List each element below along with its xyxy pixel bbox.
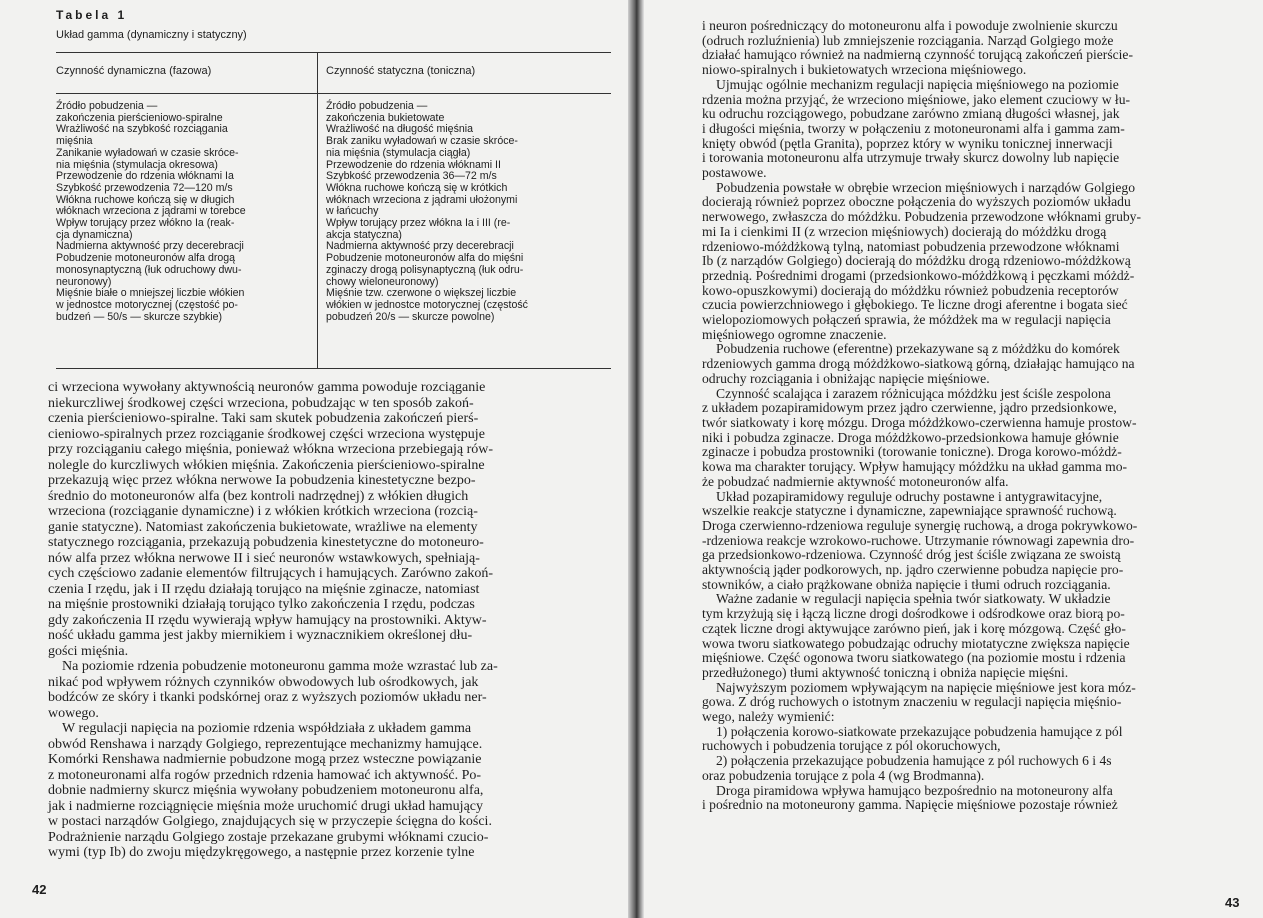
text-line: na mięśnie prostowniki działają torująco tylko zakończenia I rzędu, podczas (48, 597, 475, 612)
text-line: wielopoziomowych połączeń sprawia, że móżdżek ma w regulacji napięcia (702, 312, 1111, 328)
text-line: i długości mięśnia, tworzy w połączeniu z motoneuronami alfa i gamma zam- (702, 120, 1125, 136)
text-line: z układem pozapiramidowym przez jądro czerwienne, jądro przedsionkowe, (702, 400, 1117, 416)
col-body-static (326, 101, 608, 323)
text-line: Podrażnienie narządu Golgiego zostaje przekazane grubymi włóknami czucio- (48, 829, 489, 845)
table-line: zakończenia bukietowate (326, 111, 445, 124)
text-line: Na poziomie rdzenia pobudzenie motoneuronu gamma może wzrastać lub za- (62, 659, 498, 674)
table-line: neuronowy) (56, 275, 112, 288)
table-line: Zanikanie wyładowań w czasie skróce- (56, 146, 239, 159)
text-line: nów alfa przez włókna nerwowe II i sieć neuronów wstawkowych, spełniają- (48, 550, 480, 566)
text-line: gowa. Z dróg ruchowych o istotnym znaczeniu w regulacji napięcia mięśnio- (702, 694, 1122, 710)
text-line: W regulacji napięcia na poziomie rdzenia współdziała z układem gamma (62, 721, 472, 736)
text-line: cieniowo-spiralnych przez rozciąganie środkowej części wrzeciona występuje (48, 426, 485, 442)
text-line: Ważne zadanie w regulacji napięcia spełnia twór siatkowaty. W układzie (716, 591, 1111, 607)
text-line: cych częściowo zadanie elementów filtrujących i hamujących. Zarówno zakoń- (48, 566, 494, 581)
text-line: obwód Renshawa i narządy Golgiego, reprezentujące mechanizmy hamujące. (48, 736, 483, 752)
text-line: niekurczliwej środkowej części wrzeciona, pobudzając w ten sposób zakoń- (48, 395, 474, 411)
text-line: przedłużonego) tłumi aktywność toniczną i obniża napięcie mięśni. (702, 664, 1069, 680)
table-line: mięśnia (56, 135, 93, 148)
text-line: gości mięśnia. (48, 643, 129, 659)
table-line: Szybkość przewodzenia 36—72 m/s (326, 170, 497, 183)
table-line: Przewodzenie do rdzenia włóknami Ia (56, 170, 234, 183)
table-line: Źródło pobudzenia — (326, 100, 428, 112)
text-line: Najwyższym poziomem wpływającym na napięcie mięśniowe jest kora móz- (716, 679, 1136, 695)
table-line: Wrażliwość na długość mięśnia (326, 123, 473, 136)
text-line: gdy zakończenia II rzędu wywierają wpływ hamujący na prostowniki. Aktyw- (48, 612, 487, 628)
text-line: jak i nadmierne rozciągnięcie mięśnia może uruchomić drugi układ hamujący (48, 798, 483, 814)
text-line: ci wrzeciona wywołany aktywnością neuronów gamma powoduje rozciąganie (48, 380, 486, 395)
text-line: (odruch rozluźnienia) lub zmniejszenie rozciągania. Narząd Golgiego może (702, 32, 1114, 48)
page-number-left: 42 (32, 882, 47, 897)
col-header-dynamic: Czynność dynamiczna (fazowa) (56, 65, 212, 77)
text-line: przy rozciąganiu całego mięśnia, ponieważ włókna wrzeciona przebiegają rów- (48, 442, 494, 457)
table-line: budzeń — 50/s — skurcze szybkie) (56, 310, 223, 323)
table-line: akcja statyczna) (326, 228, 402, 241)
table-line: nia mięśnia (stymulacja ciągła) (326, 146, 471, 159)
text-line: ga przedsionkowo-rdzeniowa. Czynność dróg jest ściśle związana ze swoistą (702, 547, 1121, 563)
text-line: działać hamująco również na nadmierną czynność torującą zakończeń pierście- (702, 47, 1133, 63)
book-gutter (628, 0, 644, 918)
table-line: nia mięśnia (stymulacja okresowa) (56, 158, 218, 171)
text-line: że pobudzać nadmiernie aktywność motoneuronów alfa. (702, 473, 1009, 489)
text-line: nerwowego, zwłaszcza do móżdżku. Pobudzenia przewodzone włóknami gruby- (702, 209, 1142, 225)
text-line: statycznego rozciągania, przekazują pobudzenia kinestetyczne do motoneuro- (48, 535, 484, 550)
table-line: Szybkość przewodzenia 72—120 m/s (56, 181, 233, 194)
col-body-dynamic (56, 101, 306, 323)
text-line: Komórki Renshawa nadmiernie pobudzone mogą przez wsteczne powiązanie (48, 752, 482, 767)
table-line: włóknach wrzeciona z jądrami w torebce (56, 205, 246, 218)
table-line: Pobudzenie motoneuronów alfa do mięśni (326, 252, 524, 265)
text-line: czucia powierzchniowego i głębokiego. Te liczne drogi aferentne i bogata sieć (702, 297, 1128, 313)
table-line: w łańcuchy (326, 205, 379, 218)
text-line: ność układu gamma jest jakby miernikiem i wyznacznikiem określonej dłu- (48, 628, 473, 643)
text-line: wymi (typ Ib) do zwoju międzykręgowego, a następnie przez korzenie tylne (48, 845, 475, 860)
table-line: Nadmierna aktywność przy decerebracji (326, 240, 514, 253)
col-header-static: Czynność statyczna (toniczna) (326, 65, 476, 77)
text-line: Droga czerwienno-rdzeniowa reguluje synergię ruchową, a droga pokrywkowo- (702, 517, 1138, 533)
text-line: ganie statyczne). Natomiast zakończenia bukietowate, wrażliwe na elementy (48, 519, 478, 535)
text-line: kowa ma charakter torujący. Wpływ hamujący móżdżku na układ gamma mo- (702, 459, 1128, 475)
text-line: kowo-opuszkowymi) docierają do móżdżku również pobudzenia receptorów (702, 282, 1119, 298)
table-line: włókien w jednostce motorycznej (częstość (326, 298, 528, 311)
text-line: postawowe. (702, 165, 767, 181)
text-line: rdzeniowo-móżdżkową tylną, natomiast pobudzenia przewodzone włóknami (702, 238, 1120, 254)
table-line: Przewodzenie do rdzenia włóknami II (326, 158, 501, 171)
text-line: Ib (z narządów Golgiego) docierają do móżdżku drogą rdzeniowo-móżdżkową (702, 253, 1131, 269)
text-line: docierają również poprzez oboczne połączenia do wyższych poziomów układu (702, 194, 1131, 210)
text-line: oraz pobudzenia torujące z pola 4 (wg Brodmanna). (702, 767, 985, 783)
table-column-divider (317, 53, 318, 368)
text-line: wego, należy wymienić: (702, 709, 835, 725)
right-body-text (702, 19, 1247, 813)
table-line: Wpływ torujący przez włókna Ia i III (re- (326, 217, 511, 230)
text-line: Czynność scalająca i zarazem różnicująca móżdżku jest ściśle zespolona (716, 385, 1111, 401)
text-line: knięty obwód (pętla Granita), poprzez który w wyniku tonicznej innerwacji (702, 135, 1113, 151)
text-line: mi Ia i cienkimi II (z wrzecion mięśniowych) docierają do móżdżku drogą (702, 223, 1107, 239)
text-line: rdzeniowych gamma drogą móżdżkowo-siatkową górną, działając hamująco na (702, 356, 1135, 372)
text-line: Pobudzenia ruchowe (eferentne) przekazywane są z móżdżku do komórek (716, 341, 1120, 357)
text-line: niki i pobudza zginacze. Droga móżdżkowo-przedsionkowa hamuje głównie (702, 429, 1119, 445)
gamma-system-table (56, 52, 611, 369)
table-line: chowy wieloneuronowy) (326, 275, 439, 288)
table-line: Źródło pobudzenia — (56, 100, 158, 112)
text-line: mięśniowego ogromne znaczenie. (702, 326, 887, 342)
text-line: i torowania motoneuronu alfa utrzymuje trwały skurcz dowolny lub napięcie (702, 150, 1120, 166)
text-line: rdzenia można przyjąć, że wrzeciono mięśniowe, jako element czuciowy w łu- (702, 91, 1131, 107)
text-line: niowo-spiralnych i bukietowatych wrzeciona mięśniowego. (702, 62, 1027, 78)
text-line: czenia I rzędu, jak i II rzędu działają torująco na mięśnie zginacze, natomiast (48, 581, 480, 597)
text-line: nolegle do kurczliwych włókien mięśnia. Zakończenia pierścieniowo-spiralne (48, 457, 485, 473)
text-line: odruchy rozciągania i obniżając napięcie mięśniowe. (702, 370, 990, 386)
table-line: zakończenia pierścieniowo-spiralne (56, 111, 223, 124)
text-line: twór siatkowaty i korę mózgu. Droga móżdżkowo-czerwienna hamuje prostow- (702, 414, 1137, 430)
text-line: przekazują więc przez włókna nerwowe Ia pobudzenia kinestetyczne bezpo- (48, 473, 476, 488)
text-line: Pobudzenia powstałe w obrębie wrzecion mięśniowych i narządów Golgiego (716, 179, 1136, 195)
text-line: i neuron pośredniczący do motoneuronu alfa i powoduje zwolnienie skurczu (702, 18, 1118, 33)
text-line: wrzeciona (rozciąganie dynamiczne) i z włókien krótkich wrzeciona (rozcią- (48, 504, 478, 519)
table-line: monosynaptyczną (łuk odruchowy dwu- (56, 263, 242, 276)
text-line: średnio do motoneuronów alfa (bez kontroli nadrzędnej) z włókien długich (48, 488, 469, 504)
text-line: tym krzyżują się i łączą liczne drogi dośrodkowe i odśrodkowe oraz biorą po- (702, 606, 1125, 622)
table-line: Brak zaniku wyładowań w czasie skróce- (326, 135, 518, 148)
text-line: wowa tworu siatkowatego pobudzając odruchy miotatyczne zwiększa napięcie (702, 635, 1130, 651)
text-line: w postaci narządów Golgiego, znajdujących się w przyczepie ścięgna do kości. (48, 814, 492, 829)
text-line: wowego. (48, 705, 99, 721)
table-line: Włókna ruchowe kończą się w krótkich (326, 181, 508, 194)
text-line: -rdzeniowa reakcje wzrokowo-ruchowe. Utrzymanie równowagi zapewnia dro- (702, 532, 1135, 548)
text-line: zginacze i pobudza prostowniki (torowanie toniczne). Droga korowo-móżdż- (702, 444, 1122, 460)
table-line: Nadmierna aktywność przy decerebracji (56, 240, 244, 253)
text-line: bodźców ze skóry i tkanki podskórnej oraz z wyższych poziomów układu ner- (48, 690, 487, 705)
text-line: 2) połączenia przekazujące pobudzenia hamujące z pól ruchowych 6 i 4s (716, 753, 1112, 769)
text-line: Ujmując ogólnie mechanizm regulacji napięcia mięśniowego na poziomie (716, 76, 1119, 92)
text-line: ruchowych i pobudzenia torujące z pól okoruchowych, (702, 738, 1001, 754)
text-line: aktywnością jąder podkorowych, np. jądro czerwienne pobudza napięcie pro- (702, 562, 1124, 578)
table-line: Mięśnie białe o mniejszej liczbie włókien (56, 287, 245, 300)
table-line: pobudzeń 20/s — skurcze powolne) (326, 310, 495, 323)
text-line: stowników, a ciało prążkowane obniża napięcie i tłumi odruch rozciągania. (702, 576, 1111, 592)
text-line: czątek liczne drogi aktywujące zarówno pień, jak i korę mózgową. Część gło- (702, 620, 1126, 636)
table-line: cja dynamiczna) (56, 228, 133, 241)
table-header-divider (56, 93, 611, 94)
text-line: z motoneuronami alfa rogów przednich rdzenia hamować ich aktywność. Po- (48, 767, 482, 783)
table-label: Tabela 1 (56, 8, 128, 22)
text-line: Układ pozapiramidowy reguluje odruchy postawne i antygrawitacyjne, (716, 488, 1103, 504)
text-line: dobnie nadmierny skurcz mięśnia wywołany pobudzeniem motoneuronu alfa, (48, 783, 484, 798)
text-line: przednią. Pośrednimi drogami (przedsionkowo-móżdżkową i pęczkami móżdż- (702, 267, 1135, 283)
text-line: i pośrednio na motoneurony gamma. Napięcie mięśniowe pozostaje również (702, 797, 1118, 813)
text-line: ku odruchu rozciągowego, pobudzane zarówno zmianą długości własnej, jak (702, 106, 1120, 122)
table-caption: Układ gamma (dynamiczny i statyczny) (56, 29, 247, 41)
table-line: w jednostce motorycznej (częstość po- (56, 298, 238, 311)
table-line: Włókna ruchowe kończą się w długich (56, 193, 235, 206)
right-page (640, 0, 1263, 918)
table-line: zginaczy drogą polisynaptyczną (łuk odru- (326, 263, 524, 276)
table-line: włóknach wrzeciona z jądrami ułożonymi (326, 193, 518, 206)
table-line: Wrażliwość na szybkość rozciągania (56, 123, 228, 136)
table-line: Mięśnie tzw. czerwone o większej liczbie (326, 287, 517, 300)
text-line: mięśniowe. Część ogonowa tworu siatkowatego (na poziomie mostu i rdzenia (702, 650, 1126, 666)
text-line: wszelkie reakcje statyczne i dynamiczne, zapewniające sprawność ruchową. (702, 503, 1117, 519)
left-body-text (48, 380, 583, 861)
text-line: 1) połączenia korowo-siatkowate przekazujące pobudzenia hamujące z pól (716, 723, 1123, 739)
text-line: czenia pierścieniowo-spiralne. Taki sam skutek pobudzenia zakończeń pierś- (48, 411, 479, 426)
page-number-right: 43 (1225, 895, 1240, 910)
table-line: Wpływ torujący przez włókno Ia (reak- (56, 217, 235, 230)
text-line: Droga piramidowa wpływa hamująco bezpośrednio na motoneurony alfa (716, 782, 1113, 798)
table-line: Pobudzenie motoneuronów alfa drogą (56, 252, 236, 265)
text-line: nikać pod wpływem różnych czynników obwodowych lub ośrodkowych, jak (48, 674, 479, 690)
